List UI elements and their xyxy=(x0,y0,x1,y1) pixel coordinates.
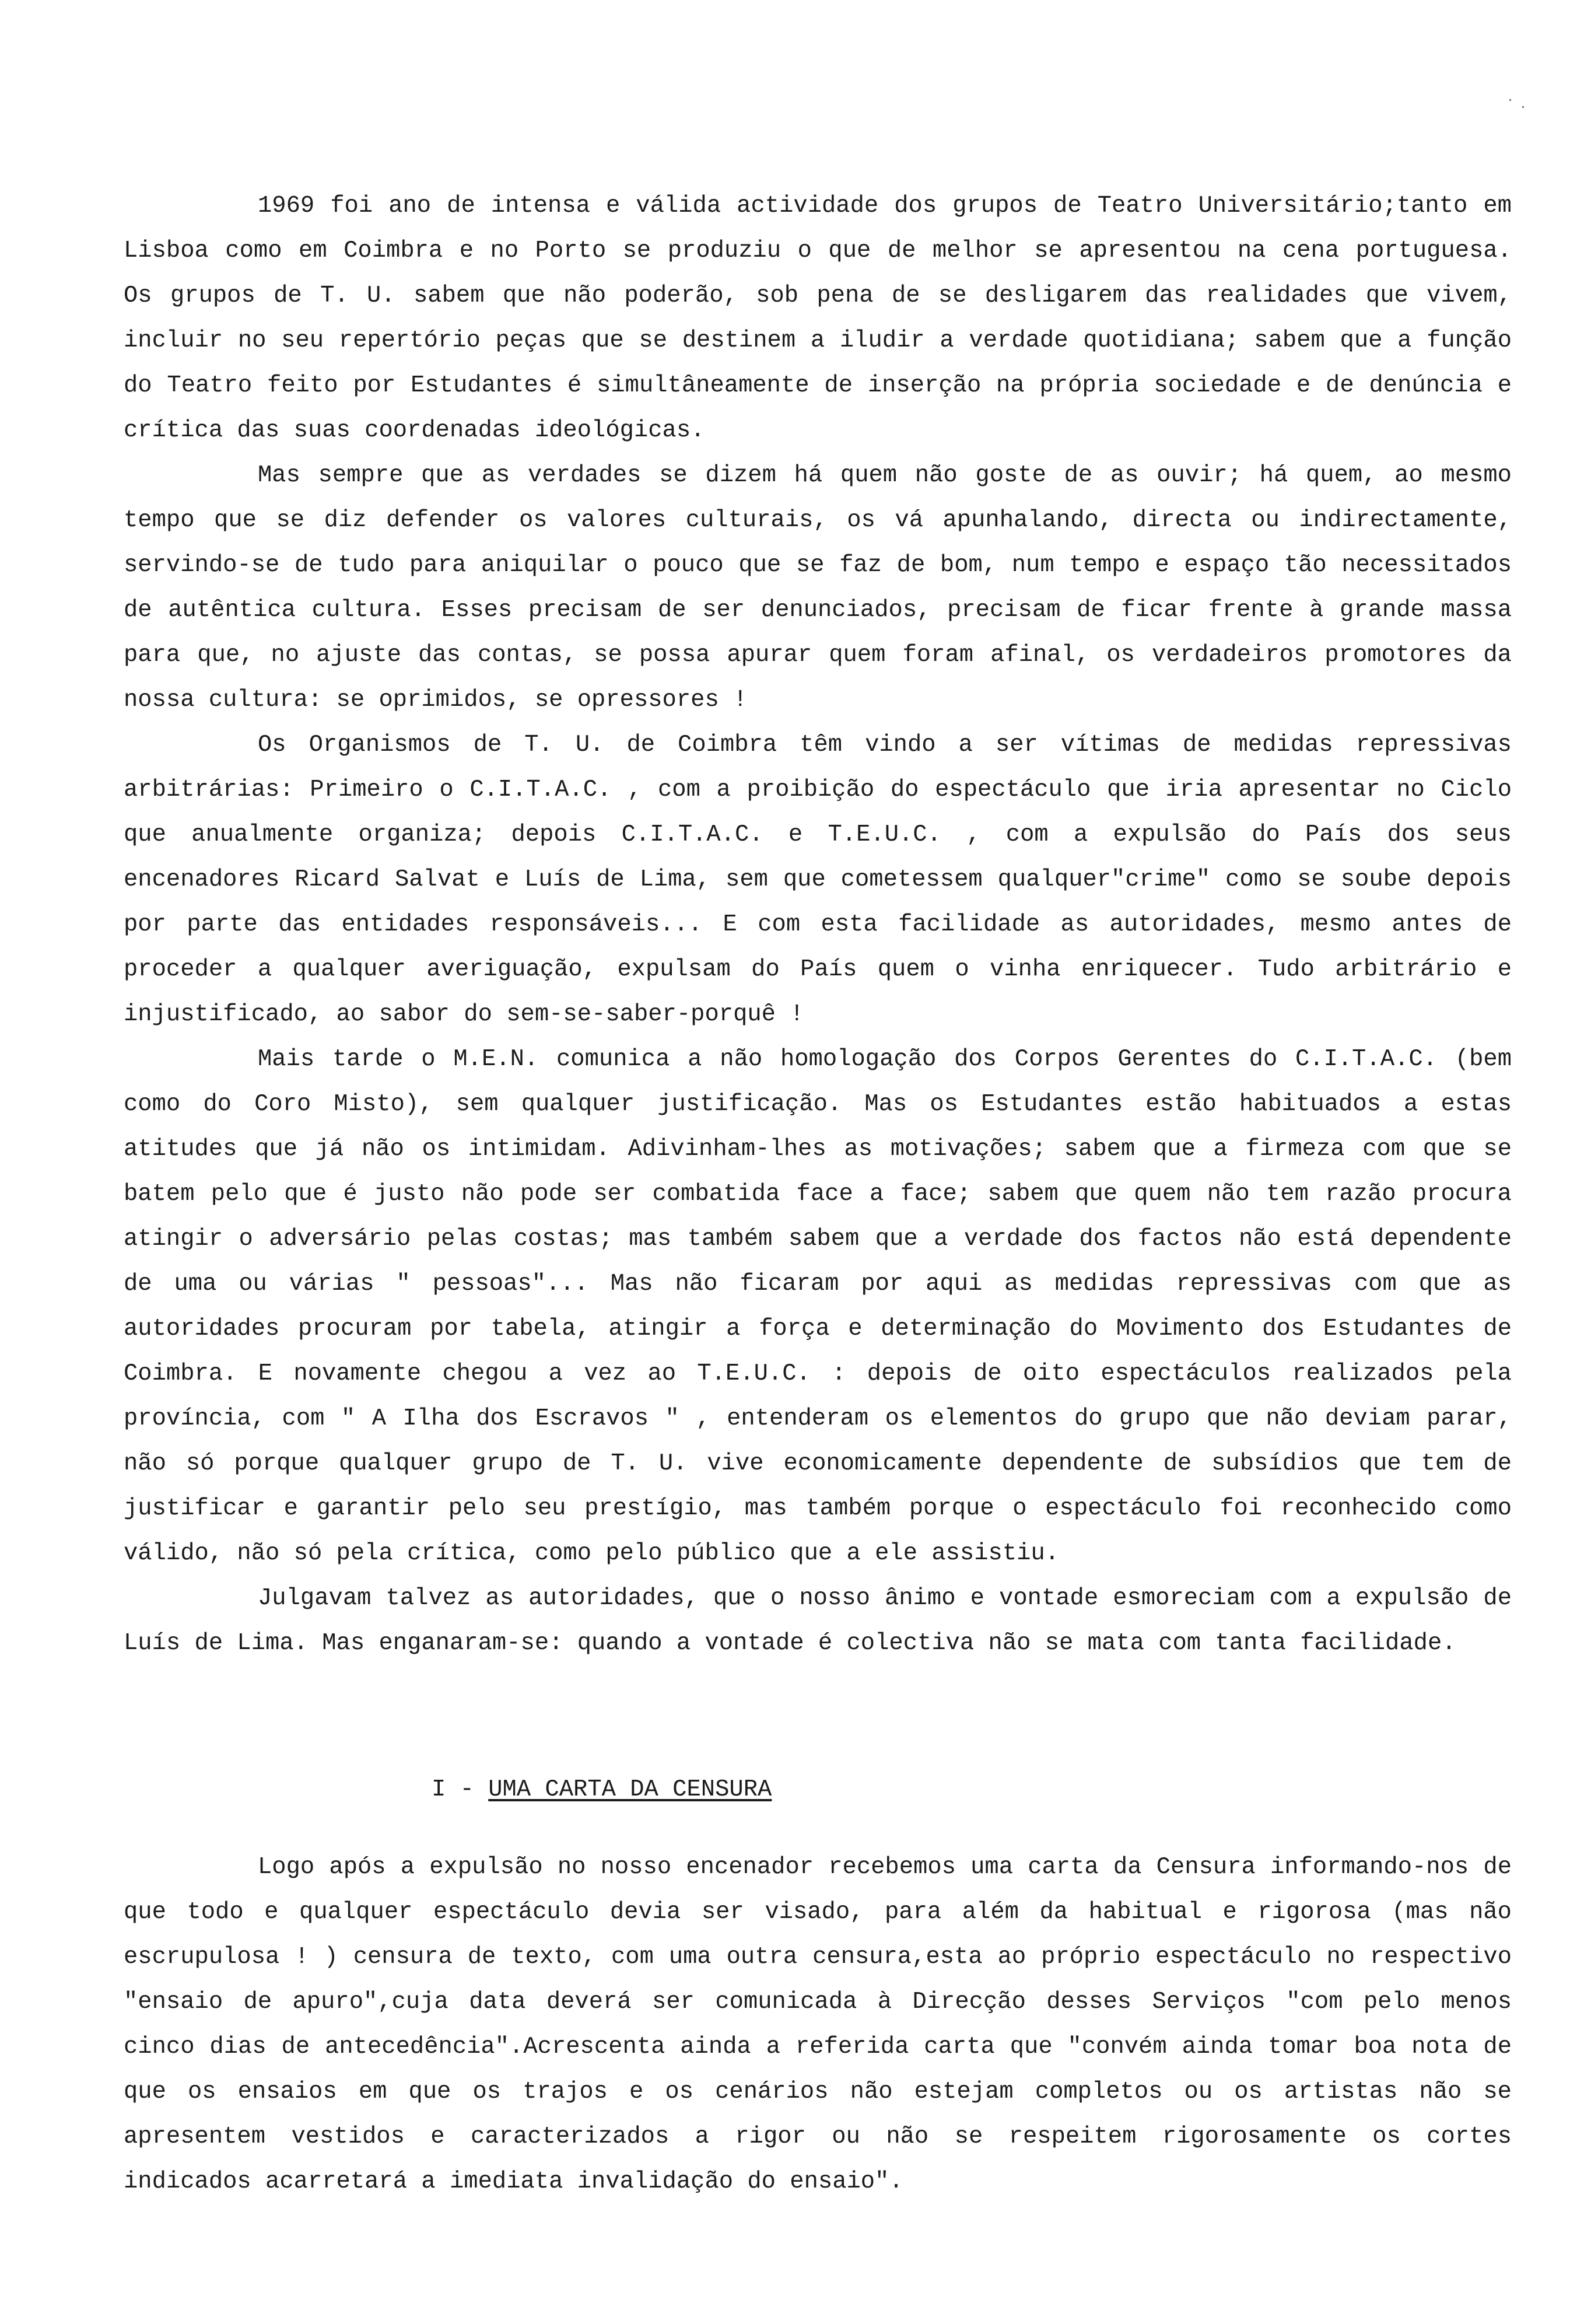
paragraph: 1969 foi ano de intensa e válida actividade dos grupos de Teatro Universitário;tanto em Lisboa como em Coimbra e no Porto se produziu o que de melhor se apresentou na cena portuguesa. Os grupos de T. U. sabem que não poderão, sob pena de se desligarem das realidades que vivem, incluir no seu repertório peças que se destinem a iludir a verdade quotidiana; sabem que a função do Teatro feito por Estudantes é simultâneamente de inserção na própria sociedade e de denúncia e crítica das suas coordenadas ideológicas. xyxy=(124,192,1512,444)
paragraph: Logo após a expulsão no nosso encenador recebemos uma carta da Censura informando-nos de que todo e qualquer espectáculo devia ser visado, para além da habitual e rigorosa (mas não escrupulosa ! ) censura de texto, com uma outra censura,esta ao próprio espectáculo no respectivo "ensaio de apuro",cuja data deverá ser comunicada à Direcção desses Serviços "com pelo menos cinco dias de antecedência".Acrescenta ainda a referida carta que "convém ainda tomar boa nota de que os ensaios em que os trajos e os cenários não estejam completos ou os artistas não se apresentem vestidos e caracterizados a rigor ou não se respeitem rigorosamente os cortes indicados acarretará a imediata invalidação do ensaio". xyxy=(124,1854,1512,2195)
paragraph: Os Organismos de T. U. de Coimbra têm vindo a ser vítimas de medidas repressivas arbitrárias: Primeiro o C.I.T.A.C. , com a proibição do espectáculo que iria apresentar no Ciclo que anualmente organiza; depois C.I.T.A.C. e T.E.U.C. , com a expulsão do País dos seus encenadores Ricard Salvat e Luís de Lima, sem que cometessem qualquer"crime" como se soube depois por parte das entidades responsáveis... E com esta facilidade as autoridades, mesmo antes de proceder a qualquer averiguação, expulsam do País quem o vinha enriquecer. Tudo arbitrário e injustificado, ao sabor do sem-se-saber-porquê ! xyxy=(124,732,1512,1028)
section-heading xyxy=(432,1776,772,1803)
section-number: I - xyxy=(432,1776,489,1803)
scan-speck xyxy=(1522,106,1524,108)
paragraph: Mas sempre que as verdades se dizem há quem não goste de as ouvir; há quem, ao mesmo tempo que se diz defender os valores culturais, os vá apunhalando, directa ou indirectamente, servindo-se de tudo para aniquilar o pouco que se faz de bom, num tempo e espaço tão necessitados de autêntica cultura. Esses precisam de ser denunciados, precisam de ficar frente à grande massa para que, no ajuste das contas, se possa apurar quem foram afinal, os verdadeiros promotores da nossa cultura: se oprimidos, se opressores ! xyxy=(124,462,1512,713)
paragraph: Mais tarde o M.E.N. comunica a não homologação dos Corpos Gerentes do C.I.T.A.C. (bem como do Coro Misto), sem qualquer justificação. Mas os Estudantes estão habituados a estas atitudes que já não os intimidam. Adivinham-lhes as motivações; sabem que a firmeza com que se batem pelo que é justo não pode ser combatida face a face; sabem que quem não tem razão procura atingir o adversário pelas costas; mas também sabem que a verdade dos factos não está dependente de uma ou várias " pessoas"... Mas não ficaram por aqui as medidas repressivas com que as autoridades procuram por tabela, atingir a força e determinação do Movimento dos Estudantes de Coimbra. E novamente chegou a vez ao T.E.U.C. : depois de oito espectáculos realizados pela província, com " A Ilha dos Escravos " , entenderam os elementos do grupo que não deviam parar, não só porque qualquer grupo de T. U. vive economicamente dependente de subsídios que tem de justificar e garantir pelo seu prestígio, mas também porque o espectáculo foi reconhecido como válido, não só pela crítica, como pelo público que a ele assistiu. xyxy=(124,1046,1512,1567)
scan-speck xyxy=(1509,99,1511,101)
section-title: UMA CARTA DA CENSURA xyxy=(488,1776,772,1803)
section-body-text xyxy=(124,1845,1512,2204)
paragraph: Julgavam talvez as autoridades, que o nosso ânimo e vontade esmoreciam com a expulsão de Luís de Lima. Mas enganaram-se: quando a vontade é colectiva não se mata com tanta facilidade. xyxy=(124,1585,1512,1657)
body-text xyxy=(124,184,1512,1666)
